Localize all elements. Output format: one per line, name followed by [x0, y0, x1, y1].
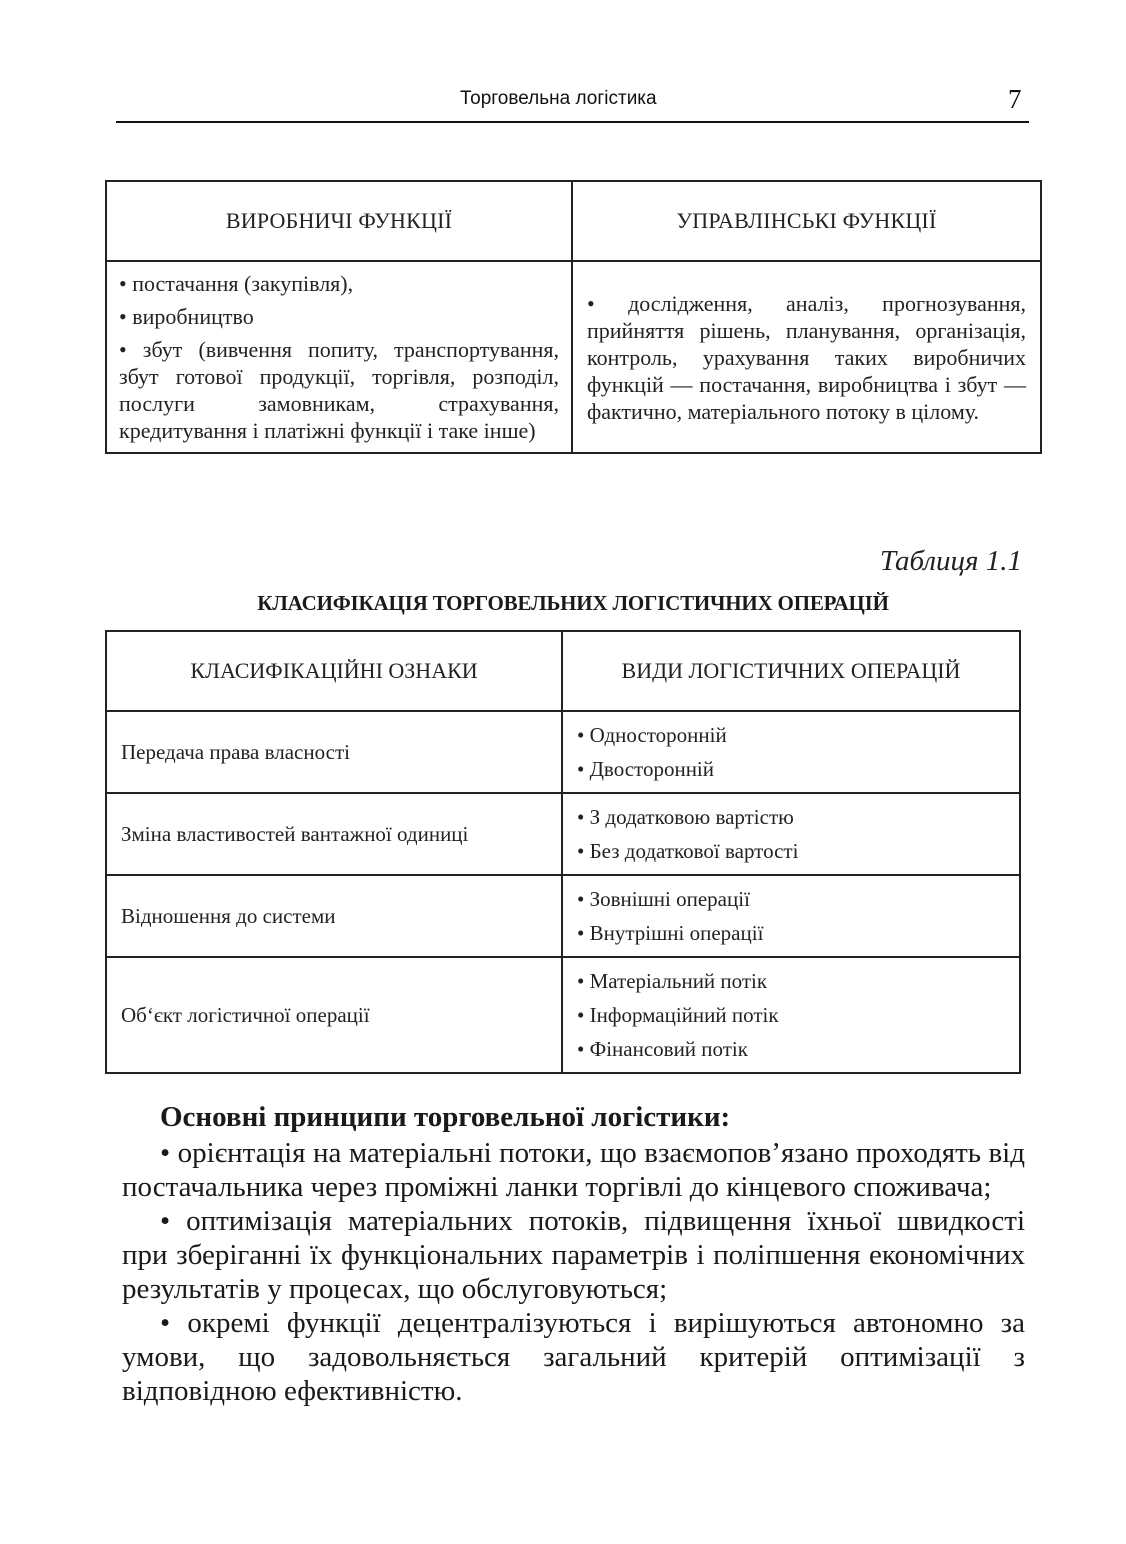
classification-sign: Об‘єкт логістичної операції [106, 957, 562, 1073]
operation-type: • Зовнішні операції [577, 882, 1007, 916]
operation-type: • Фінансовий потік [577, 1032, 1007, 1066]
principle-item: • окремі функції децентралізуються і вирішуються автономно за умови, що задовольняється загальний критерій оптимізації з відповідною ефективністю. [122, 1306, 1025, 1408]
table-row [106, 875, 1020, 957]
header-production-functions: ВИРОБНИЧІ ФУНКЦІЇ [106, 181, 572, 261]
operation-type: • Інформаційний потік [577, 998, 1007, 1032]
production-item: • збут (вивчення попиту, транспортування, збут готової продукції, торгівля, розподіл, послуги замовникам, страхування, кредитування і платіжні функції і таке інше) [119, 336, 559, 444]
principle-item: • оптимізація матеріальних потоків, підвищення їхньої швидкості при зберіганні їх функціональних параметрів і поліпшення економічних результатів у процесах, що обслуговуються; [122, 1204, 1025, 1306]
operation-type: • Двосторонній [577, 752, 1007, 786]
operation-type: • Без додаткової вартості [577, 834, 1007, 868]
header-operation-types: ВИДИ ЛОГІСТИЧНИХ ОПЕРАЦІЙ [562, 631, 1020, 711]
classification-sign: Відношення до системи [106, 875, 562, 957]
principles-section [122, 1098, 1025, 1408]
operation-type: • Внутрішні операції [577, 916, 1007, 950]
operation-types [562, 957, 1020, 1073]
classification-sign: Передача права власності [106, 711, 562, 793]
table-label: Таблиця 1.1 [879, 545, 1022, 577]
header-rule [116, 121, 1029, 123]
principle-item: • орієнтація на матеріальні потоки, що взаємопов’язано проходять від постачальника через проміжні ланки торгівлі до кінцевого споживача; [122, 1136, 1025, 1204]
table-row [106, 793, 1020, 875]
table-title: КЛАСИФІКАЦІЯ ТОРГОВЕЛЬНИХ ЛОГІСТИЧНИХ ОПЕРАЦІЙ [257, 591, 889, 615]
running-title: Торговельна логістика [460, 88, 657, 109]
principles-heading: Основні принципи торговельної логістики: [160, 1101, 731, 1133]
page-number: 7 [1008, 84, 1022, 114]
operation-types [562, 711, 1020, 793]
table-row [106, 711, 1020, 793]
table-row [106, 957, 1020, 1073]
header-classification-signs: КЛАСИФІКАЦІЙНІ ОЗНАКИ [106, 631, 562, 711]
management-item: • дослідження, аналіз, прогнозування, прийняття рішень, планування, організація, контроль, урахування таких виробничих функцій — постачання, виробництва і збут — фактично, матеріального потоку в цілому. [587, 290, 1026, 425]
production-item: • постачання (закупівля), [119, 270, 559, 297]
production-item: • виробництво [119, 303, 559, 330]
header-management-functions: УПРАВЛІНСЬКІ ФУНКЦІЇ [572, 181, 1041, 261]
operation-types [562, 793, 1020, 875]
operation-type: • Односторонній [577, 718, 1007, 752]
classification-table [105, 630, 1021, 1074]
production-functions-cell [106, 261, 572, 453]
management-functions-cell [572, 261, 1041, 453]
operation-type: • З додатковою вартістю [577, 800, 1007, 834]
functions-table [105, 180, 1042, 454]
operation-types [562, 875, 1020, 957]
classification-sign: Зміна властивостей вантажної одиниці [106, 793, 562, 875]
operation-type: • Матеріальний потік [577, 964, 1007, 998]
